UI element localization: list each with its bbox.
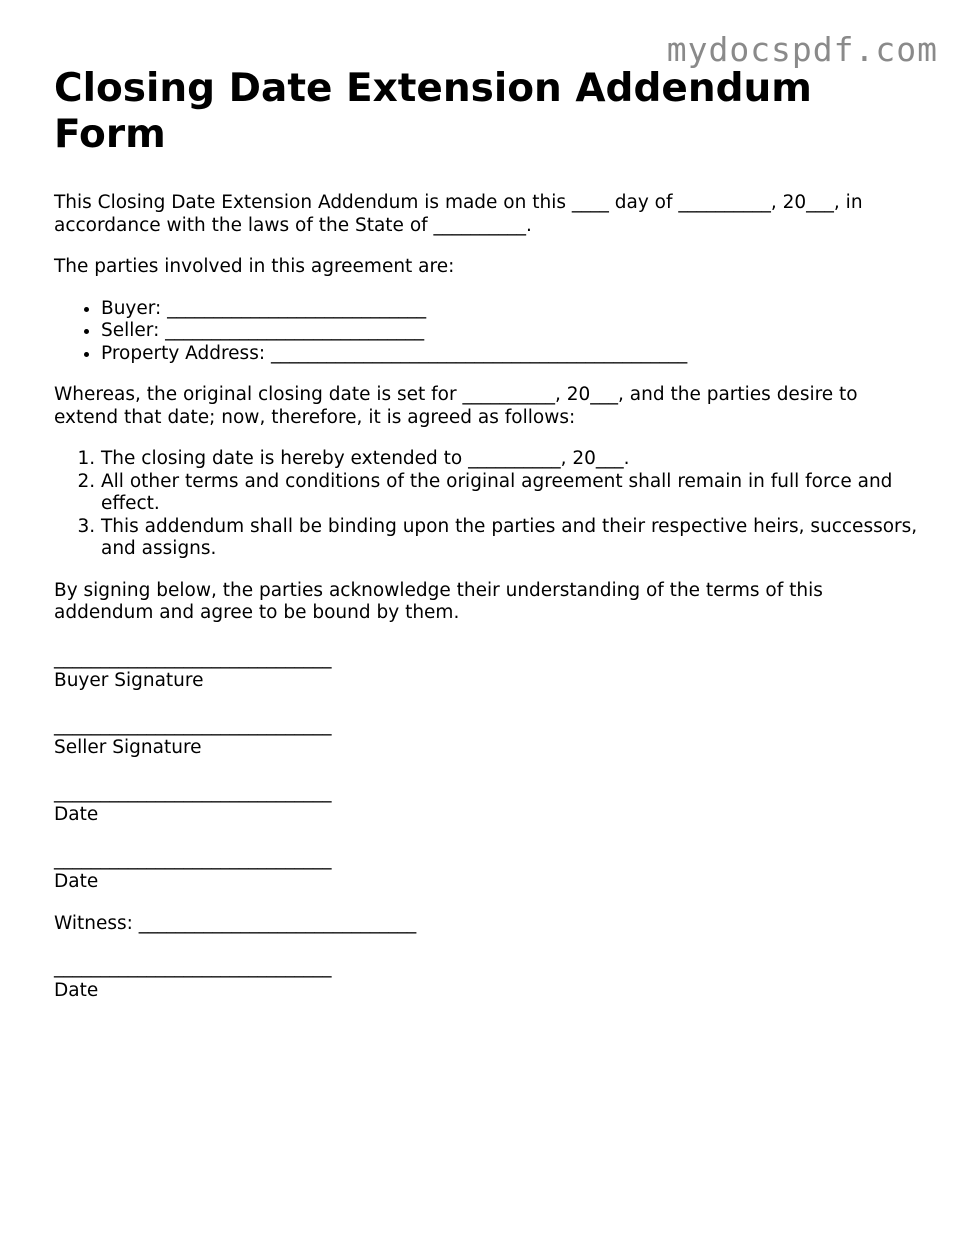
party-property-address: • Property Address: _____________________________________________ [101, 343, 924, 366]
witness-line: Witness: ______________________________ [54, 912, 417, 934]
signature-line: ______________________________ [54, 957, 332, 978]
signature-line: ______________________________ [54, 848, 332, 870]
buyer-signature-label: Buyer Signature [54, 670, 204, 691]
date-label: Date [54, 871, 99, 892]
parties-list [54, 298, 924, 366]
whereas-paragraph: Whereas, the original closing date is set for __________, 20___, and the parties desire to extend that date; now, therefore, it is agreed as follows: [54, 384, 858, 428]
seller-signature-block [54, 715, 924, 760]
date-block-2 [54, 849, 924, 894]
witness-date-label: Date [54, 979, 99, 1001]
watermark: mydocspdf.com [666, 30, 938, 69]
signature-line: ______________________________ [54, 647, 332, 669]
seller-signature-label: Seller Signature [54, 737, 202, 758]
date-label: Date [54, 804, 99, 825]
acknowledge-paragraph: By signing below, the parties acknowledge their understanding of the terms of this addendum and agree to be bound by them. [54, 579, 823, 623]
signature-line: ______________________________ [54, 714, 332, 736]
term-2: 2. All other terms and conditions of the original agreement shall remain in full force and effect. [101, 471, 924, 516]
document-title: Closing Date Extension Addendum Form [54, 66, 812, 157]
term-3: 3. This addendum shall be binding upon the parties and their respective heirs, successors, and assigns. [101, 516, 924, 561]
terms-list [54, 448, 924, 561]
signature-section [54, 648, 924, 1003]
term-1: 1. The closing date is hereby extended to __________, 20___. [101, 448, 924, 471]
parties-intro: The parties involved in this agreement are: [54, 256, 455, 277]
party-buyer: • Buyer: ____________________________ [101, 298, 924, 321]
intro-paragraph: This Closing Date Extension Addendum is made on this ____ day of __________, 20___, in accordance with the laws of the State of __________. [54, 192, 863, 236]
witness-date-block [54, 957, 924, 1002]
party-seller: • Seller: ____________________________ [101, 320, 924, 343]
signature-line: ______________________________ [54, 781, 332, 803]
date-block-1 [54, 782, 924, 827]
document-page [54, 66, 924, 1021]
buyer-signature-block [54, 648, 924, 693]
